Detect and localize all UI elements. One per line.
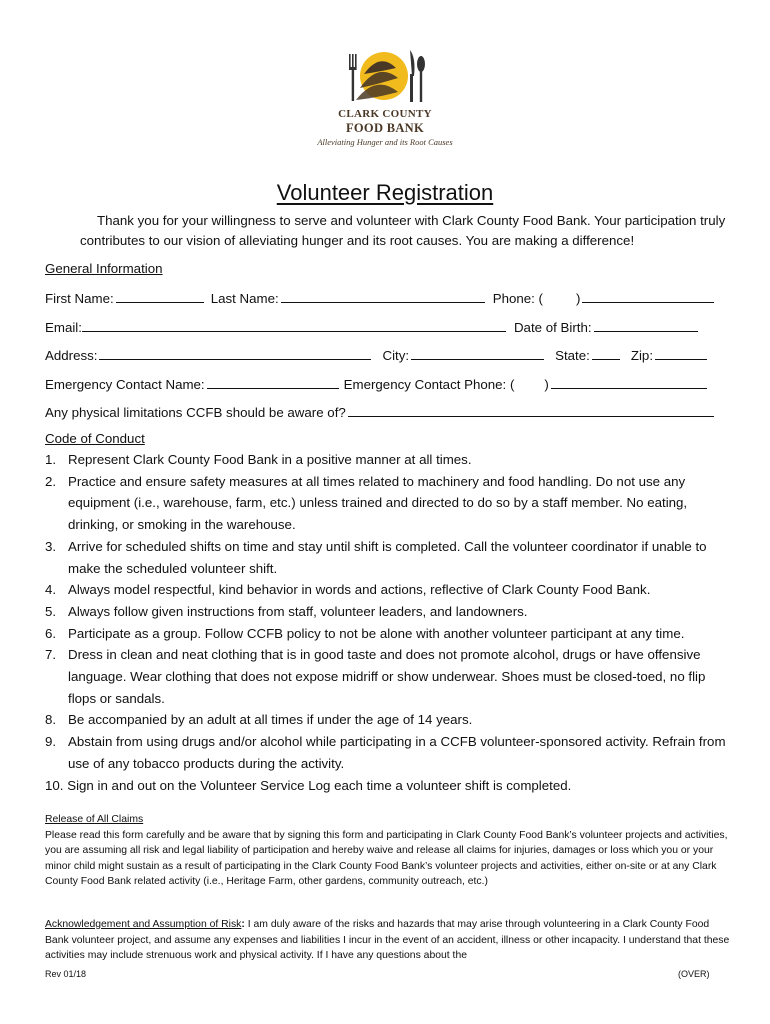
conduct-item: 2. Practice and ensure safety measures at all times related to machinery and food handling. Do not use any equipment (i.e., warehouse, farm, etc.) unless trained and directed to do so by a staff member. No eating, drinking, or smoking in the warehouse.	[45, 473, 688, 533]
logo-org-line2: FOOD BANK	[345, 121, 425, 135]
acknowledgement-heading: Acknowledgement and Assumption of Risk	[45, 919, 242, 930]
first-name-field[interactable]	[116, 289, 204, 303]
over-label: (OVER)	[678, 969, 710, 979]
release-heading: Release of All Claims	[45, 814, 144, 825]
emergency-name-field[interactable]	[207, 375, 339, 389]
city-field[interactable]	[411, 346, 544, 360]
last-name-field[interactable]	[281, 289, 485, 303]
emergency-phone-close-paren: )	[544, 377, 549, 392]
dob-label: Date of Birth:	[513, 320, 592, 335]
address-field[interactable]	[99, 346, 371, 360]
conduct-item: 10. Sign in and out on the Volunteer Service Log each time a volunteer shift is completed.	[45, 777, 572, 793]
emergency-phone-field[interactable]	[551, 375, 707, 389]
conduct-item: 1. Represent Clark County Food Bank in a positive manner at all times.	[45, 452, 472, 467]
phone-close-paren: )	[576, 291, 581, 306]
address-row	[45, 346, 727, 363]
first-name-label: First Name:	[45, 291, 114, 306]
limitations-row	[45, 403, 727, 420]
revision-label: Rev 01/18	[45, 969, 87, 979]
limitations-field[interactable]	[348, 403, 714, 417]
code-of-conduct-list	[45, 449, 730, 796]
address-label: Address:	[45, 348, 98, 363]
email-field[interactable]	[82, 318, 506, 332]
page-title: Volunteer Registration	[276, 180, 494, 205]
conduct-item: 4. Always model respectful, kind behavior in words and actions, reflective of Clark County Food Bank.	[45, 582, 651, 598]
general-info-heading: General Information	[45, 261, 163, 276]
email-dob-row	[45, 318, 727, 335]
release-text: Please read this form carefully and be aware that by signing this form and participating in Clark County Food Bank’s volunteer projects and activities, you are assuming all risk and legal liability of participation and hereby waive and release all claims for injuries, damages or loss which you or your minor child might sustain as a result of participating in the Clark County Food Bank’s volunteer projects and activities, either on-site or at any Clark County Food Bank related activity (i.e., Heritage Farm, other gardens, community outreach, etc.)	[45, 829, 728, 888]
code-of-conduct-heading: Code of Conduct	[45, 431, 145, 446]
conduct-item: 5. Always follow given instructions from staff, volunteer leaders, and landowners.	[45, 603, 528, 619]
dob-field[interactable]	[594, 318, 698, 332]
emergency-phone-label: Emergency Contact Phone: (	[343, 377, 515, 392]
state-label: State:	[555, 348, 590, 363]
conduct-item: 6. Participate as a group. Follow CCFB policy to not be alone with another volunteer participant at any time.	[45, 625, 685, 641]
acknowledgement-text: I am duly aware of the risks and hazards that may arise through volunteering in a Clark County Food Bank volunteer project, and assume any expenses and liabilities I incur in the event of an accident, illness or other incapacity. I understand that these activities may include strenuous work and physical activity. If I have any questions about the	[45, 919, 730, 962]
release-section	[45, 812, 730, 890]
city-label: City:	[382, 348, 410, 363]
logo-tagline: Alleviating Hunger and its Root Causes	[317, 137, 453, 147]
email-label: Email:	[45, 320, 82, 335]
spoon-icon	[417, 56, 425, 102]
conduct-item: 8. Be accompanied by an adult at all times if under the age of 14 years.	[45, 712, 473, 728]
zip-label: Zip:	[630, 348, 654, 363]
phone-field[interactable]	[582, 289, 714, 303]
emergency-name-label: Emergency Contact Name:	[45, 377, 205, 392]
phone-label: Phone: (	[492, 291, 543, 306]
zip-field[interactable]	[655, 346, 707, 360]
last-name-label: Last Name:	[210, 291, 279, 306]
knife-icon	[410, 50, 415, 102]
logo-org-line1: CLARK COUNTY	[338, 108, 432, 120]
state-field[interactable]	[592, 346, 620, 360]
acknowledgement-colon: :	[241, 919, 245, 930]
conduct-item: 7. Dress in clean and neat clothing that is in good taste and does not promote alcohol, drugs or have offensive language. Wear clothing that does not expose midriff or show underwear. Shoes must be closed-toed, no flip flops or sandals.	[45, 647, 706, 706]
name-phone-row	[45, 289, 727, 306]
acknowledgement-section	[45, 917, 730, 964]
intro-paragraph: Thank you for your willingness to serve and volunteer with Clark County Food Bank. Your participation truly contributes to our vision of alleviating hunger and its root causes. You are making a difference!	[80, 213, 726, 248]
conduct-item: 3. Arrive for scheduled shifts on time and stay until shift is completed. Call the volunteer coordinator if unable to make the scheduled volunteer shift.	[45, 538, 707, 576]
fork-icon	[349, 54, 357, 101]
emergency-contact-row	[45, 375, 727, 392]
limitations-label: Any physical limitations CCFB should be aware of?	[45, 405, 346, 420]
conduct-item: 9. Abstain from using drugs and/or alcohol while participating in a CCFB volunteer-sponsored activity. Refrain from use of any tobacco products during the activity.	[45, 734, 726, 771]
